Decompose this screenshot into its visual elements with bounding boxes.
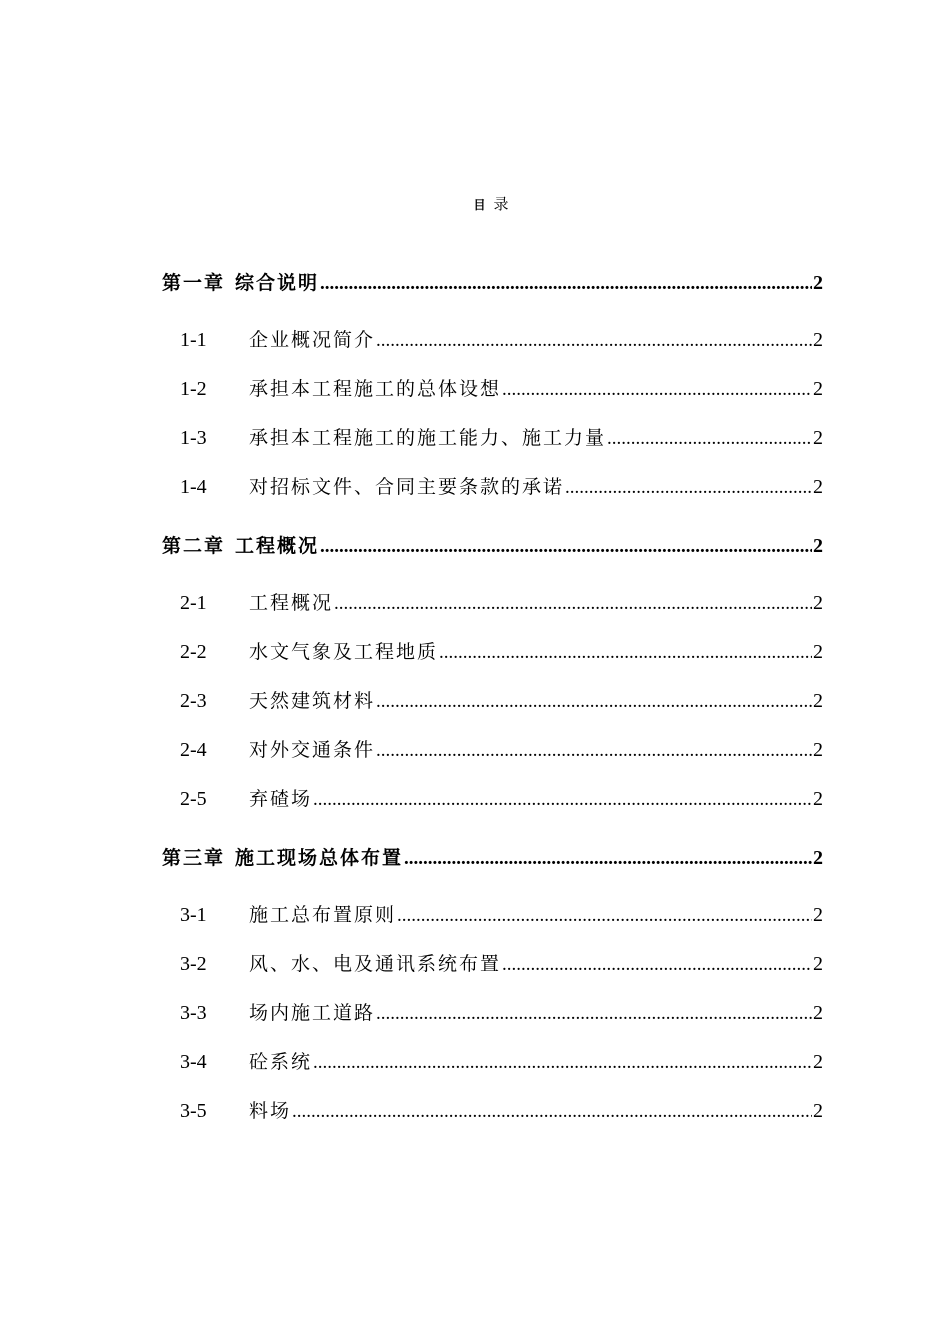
- page-number: 2: [813, 535, 823, 557]
- section-number: 3-4: [180, 1051, 207, 1073]
- section-number: 3-3: [180, 1002, 207, 1024]
- dot-leader: [320, 530, 812, 564]
- dot-leader: [565, 471, 812, 505]
- dot-leader: [376, 685, 812, 719]
- page-number: 2: [813, 592, 823, 614]
- section-number: 1-1: [180, 329, 207, 351]
- section-number: 2-4: [180, 739, 207, 761]
- chapter-label: 第二章: [162, 535, 226, 557]
- section-title: 企业概况简介: [249, 329, 376, 351]
- dot-leader: [376, 997, 812, 1031]
- page-number: 2: [813, 1002, 823, 1024]
- section-title: 水文气象及工程地质: [249, 641, 439, 663]
- section-number: 1-4: [180, 476, 207, 498]
- toc-section-2-5[interactable]: [162, 782, 823, 841]
- toc-heading-mu: 目: [473, 198, 488, 212]
- section-title: 对招标文件、合同主要条款的承诺: [249, 476, 565, 498]
- section-title: 施工总布置原则: [249, 904, 397, 926]
- chapter-title: 施工现场总体布置: [235, 847, 404, 869]
- section-title: 料场: [249, 1100, 292, 1122]
- section-title: 砼系统: [249, 1051, 313, 1073]
- dot-leader: [439, 636, 812, 670]
- table-of-contents: [162, 266, 823, 1143]
- toc-section-3-5[interactable]: [162, 1094, 823, 1143]
- section-title: 天然建筑材料: [249, 690, 376, 712]
- toc-section-1-2[interactable]: [162, 372, 823, 421]
- dot-leader: [313, 1046, 812, 1080]
- toc-chapter-3[interactable]: [162, 841, 823, 898]
- dot-leader: [376, 324, 812, 358]
- toc-section-2-1[interactable]: [162, 586, 823, 635]
- section-title: 承担本工程施工的施工能力、施工力量: [249, 427, 607, 449]
- section-number: 1-3: [180, 427, 207, 449]
- section-title: 承担本工程施工的总体设想: [249, 378, 502, 400]
- section-number: 1-2: [180, 378, 207, 400]
- page-number: 2: [813, 272, 823, 294]
- page-number: 2: [813, 847, 823, 869]
- page-number: 2: [813, 641, 823, 663]
- page-number: 2: [813, 329, 823, 351]
- dot-leader: [376, 734, 812, 768]
- section-number: 2-1: [180, 592, 207, 614]
- section-number: 2-3: [180, 690, 207, 712]
- section-number: 3-5: [180, 1100, 207, 1122]
- toc-section-1-4[interactable]: [162, 470, 823, 529]
- dot-leader: [292, 1095, 812, 1129]
- page-number: 2: [813, 427, 823, 449]
- toc-section-2-2[interactable]: [162, 635, 823, 684]
- section-number: 2-2: [180, 641, 207, 663]
- toc-section-3-3[interactable]: [162, 996, 823, 1045]
- section-title: 场内施工道路: [249, 1002, 376, 1024]
- toc-chapter-1[interactable]: [162, 266, 823, 323]
- toc-section-1-1[interactable]: [162, 323, 823, 372]
- toc-section-2-3[interactable]: [162, 684, 823, 733]
- page-number: 2: [813, 904, 823, 926]
- section-title: 风、水、电及通讯系统布置: [249, 953, 502, 975]
- chapter-label: 第三章: [162, 847, 226, 869]
- section-title: 弃碴场: [249, 788, 313, 810]
- toc-section-1-3[interactable]: [162, 421, 823, 470]
- dot-leader: [334, 587, 812, 621]
- dot-leader: [313, 783, 812, 817]
- page-number: 2: [813, 1100, 823, 1122]
- toc-heading-lu: 录: [493, 195, 511, 213]
- toc-section-3-4[interactable]: [162, 1045, 823, 1094]
- section-number: 3-1: [180, 904, 207, 926]
- toc-section-2-4[interactable]: [162, 733, 823, 782]
- dot-leader: [502, 373, 812, 407]
- page-number: 2: [813, 378, 823, 400]
- toc-heading: [0, 193, 950, 214]
- page-number: 2: [813, 476, 823, 498]
- section-title: 对外交通条件: [249, 739, 376, 761]
- chapter-label: 第一章: [162, 272, 226, 294]
- chapter-title: 工程概况: [235, 535, 320, 557]
- page-number: 2: [813, 788, 823, 810]
- section-number: 2-5: [180, 788, 207, 810]
- page-number: 2: [813, 1051, 823, 1073]
- toc-chapter-2[interactable]: [162, 529, 823, 586]
- page-number: 2: [813, 739, 823, 761]
- toc-section-3-1[interactable]: [162, 898, 823, 947]
- dot-leader: [397, 899, 812, 933]
- toc-section-3-2[interactable]: [162, 947, 823, 996]
- dot-leader: [502, 948, 812, 982]
- chapter-title: 综合说明: [235, 272, 320, 294]
- page-number: 2: [813, 953, 823, 975]
- section-title: 工程概况: [249, 592, 334, 614]
- dot-leader: [320, 267, 812, 301]
- section-number: 3-2: [180, 953, 207, 975]
- dot-leader: [404, 842, 812, 876]
- dot-leader: [607, 422, 812, 456]
- page-number: 2: [813, 690, 823, 712]
